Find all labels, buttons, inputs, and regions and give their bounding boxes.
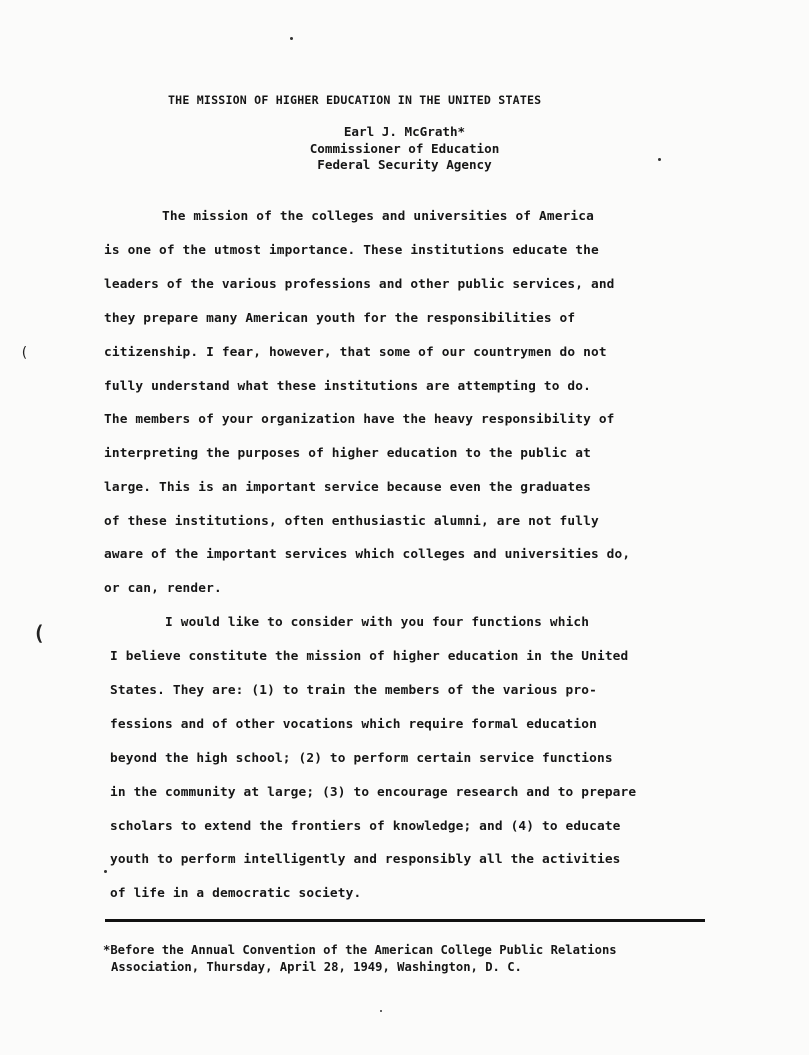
paragraph-1-line: citizenship. I fear, however, that some of our countrymen do not	[104, 345, 607, 360]
paragraph-2-line: fessions and of other vocations which require formal education	[110, 717, 597, 732]
paragraph-2-line: States. They are: (1) to train the members of the various pro-	[110, 683, 597, 698]
margin-mark: (	[33, 621, 46, 645]
scan-speck	[290, 37, 293, 40]
author-agency: Federal Security Agency	[317, 157, 492, 172]
paragraph-2-line: beyond the high school; (2) to perform certain service functions	[110, 751, 613, 766]
scan-speck	[380, 1010, 382, 1012]
paragraph-2-line: I believe constitute the mission of higher education in the United	[110, 649, 629, 664]
scan-speck	[658, 158, 661, 161]
footnote-divider	[105, 919, 705, 922]
paragraph-1-line: aware of the important services which colleges and universities do,	[104, 547, 631, 562]
margin-mark: (	[20, 345, 29, 361]
paragraph-1-line: The mission of the colleges and universities of America	[162, 209, 594, 224]
footnote-line: *Before the Annual Convention of the American College Public Relations	[103, 943, 617, 957]
paragraph-1-line: fully understand what these institutions are attempting to do.	[104, 379, 591, 394]
paragraph-1-line: they prepare many American youth for the responsibilities of	[104, 311, 576, 326]
document-title: THE MISSION OF HIGHER EDUCATION IN THE UNITED STATES	[168, 93, 542, 107]
footnote-line: Association, Thursday, April 28, 1949, Washington, D. C.	[111, 960, 522, 974]
paragraph-1-line: interpreting the purposes of higher education to the public at	[104, 446, 591, 461]
paragraph-1-line: The members of your organization have the heavy responsibility of	[104, 412, 615, 427]
paragraph-1-line: leaders of the various professions and other public services, and	[104, 277, 615, 292]
paragraph-1-line: or can, render.	[104, 581, 222, 596]
author-position: Commissioner of Education	[309, 141, 500, 156]
paragraph-1-line: is one of the utmost importance. These institutions educate the	[104, 243, 599, 258]
paragraph-1-line: of these institutions, often enthusiastic alumni, are not fully	[104, 514, 599, 529]
author-name: Earl J. McGrath*	[343, 124, 466, 139]
paragraph-2-line: I would like to consider with you four functions which	[165, 615, 590, 630]
paragraph-2-line: youth to perform intelligently and responsibly all the activities	[110, 852, 621, 867]
paragraph-2-line: in the community at large; (3) to encourage research and to prepare	[110, 785, 637, 800]
scan-speck	[104, 870, 107, 873]
paragraph-2-line: of life in a democratic society.	[110, 886, 362, 901]
paragraph-2-line: scholars to extend the frontiers of knowledge; and (4) to educate	[110, 819, 621, 834]
paragraph-1-line: large. This is an important service because even the graduates	[104, 480, 591, 495]
